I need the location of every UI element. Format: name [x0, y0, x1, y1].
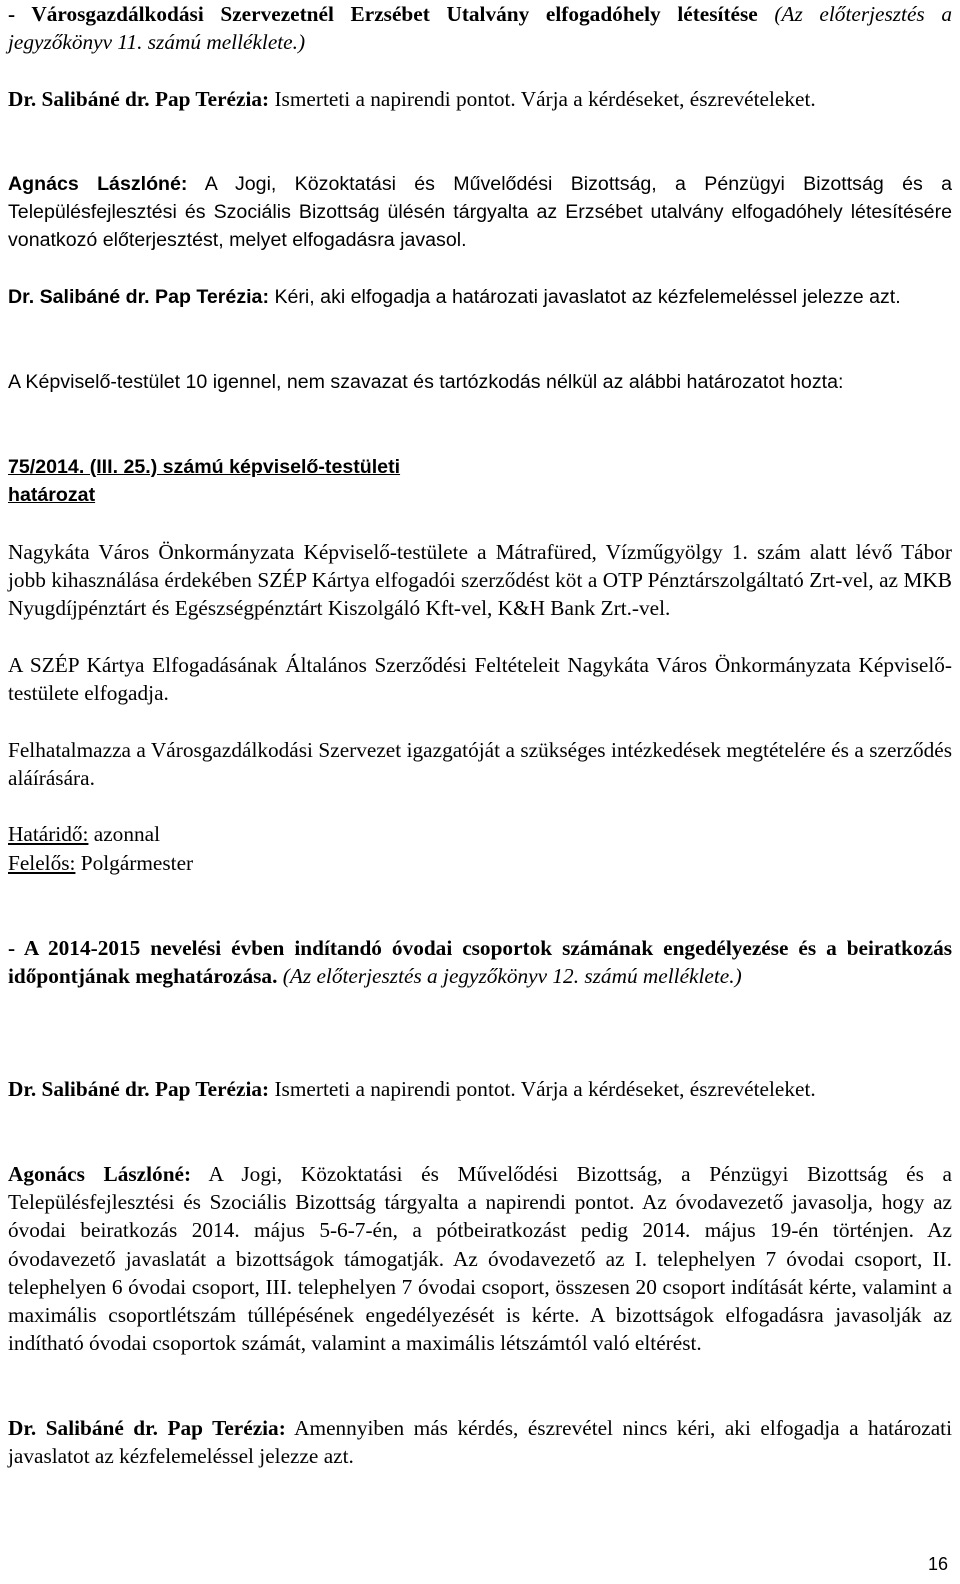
agenda-item-heading-2: - A 2014-2015 nevelési évben indítandó óvodai csoportok számának engedélyezése és a beiratkozás időpontjának meghatározása. (Az előterjesztés a jegyzőkönyv 12. számú melléklete.) — [8, 936, 952, 989]
resolution-label: határozat — [8, 484, 96, 506]
resolution-responsible: Felelős: Polgármester — [8, 851, 194, 875]
speech-chair-3: Dr. Salibáné dr. Pap Terézia: Ismerteti a napirendi pontot. Várja a kérdéseket, észrevételeket. — [8, 1077, 816, 1101]
vote-result-1: A Képviselő-testület 10 igennel, nem szavazat és tartózkodás nélkül az alábbi határozatot hozta: — [8, 371, 844, 393]
page-number: 16 — [927, 1554, 948, 1574]
resolution-text-2: A SZÉP Kártya Elfogadásának Általános Szerződési Feltételeit Nagykáta Város Önkormányzata Képviselő-testülete elfogadja. — [8, 653, 952, 706]
resolution-deadline: Határidő: azonnal — [8, 822, 160, 846]
resolution-text-1: Nagykáta Város Önkormányzata Képviselő-testülete a Mátrafüred, Vízműgyölgy 1. szám alatt lévő Tábor jobb kihasználása érdekében SZÉP Kártya elfogadói szerződést köt a OTP Pénztárszolgáltató Zrt-vel, az MKB Nyugdíjpénztárt és Egészségpénztárt Kiszolgáló Kft-vel, K&H Bank Zrt.-vel. — [8, 540, 952, 621]
agenda-item-heading-1: - Városgazdálkodási Szervezetnél Erzsébet Utalvány elfogadóhely létesítése (Az előterjesztés a jegyzőkönyv 11. számú melléklete.) — [8, 2, 953, 55]
resolution-number: 75/2014. (III. 25.) számú képviselő-testületi — [8, 456, 401, 478]
speech-committee-1: Agnács Lászlóné: A Jogi, Közoktatási és Művelődési Bizottság, a Pénzügyi Bizottság és a Településfejlesztési és Szociális Bizottság ülésén tárgyalta az Erzsébet utalvány elfogadóhely létesítésére vonatkozó előterjesztést, melyet elfogadásra javasol. — [8, 173, 952, 252]
speech-committee-2: Agonács Lászlóné: A Jogi, Közoktatási és Művelődési Bizottság, a Pénzügyi Bizottság és a Településfejlesztési és Szociális Bizottság tárgyalta a napirendi pontot. Az óvodavezető javasolja, hogy az óvodai beiratkozás 2014. május 5-6-7-én, a pótbeiratkozást pedig 2014. május 19-én történjen. Az óvodavezető javaslatát a bizottságok támogatják. Az óvodavezető az I. telephelyen 7 óvodai csoport, II. telephelyen 6 óvodai csoport, III. telephelyen 7 óvodai csoport, összesen 20 csoport indítását kérte, valamint a maximális csoportlétszám túllépésének engedélyezését is kérte. A bizottságok elfogadásra javasolják az indítható óvodai csoportok számát, valamint a maximális létszámtól való eltérést. — [8, 1162, 952, 1356]
speech-chair-1: Dr. Salibáné dr. Pap Terézia: Ismerteti a napirendi pontot. Várja a kérdéseket, észrevételeket. — [8, 87, 816, 111]
resolution-text-3: Felhatalmazza a Városgazdálkodási Szervezet igazgatóját a szükséges intézkedések megtételére és a szerződés aláírására. — [8, 738, 952, 791]
speech-chair-4: Dr. Salibáné dr. Pap Terézia: Amennyiben más kérdés, észrevétel nincs kéri, aki elfogadja a határozati javaslatot az kézfelemeléssel jelezze azt. — [8, 1416, 952, 1469]
speech-chair-2: Dr. Salibáné dr. Pap Terézia: Kéri, aki elfogadja a határozati javaslatot az kézfelemeléssel jelezze azt. — [8, 286, 901, 308]
